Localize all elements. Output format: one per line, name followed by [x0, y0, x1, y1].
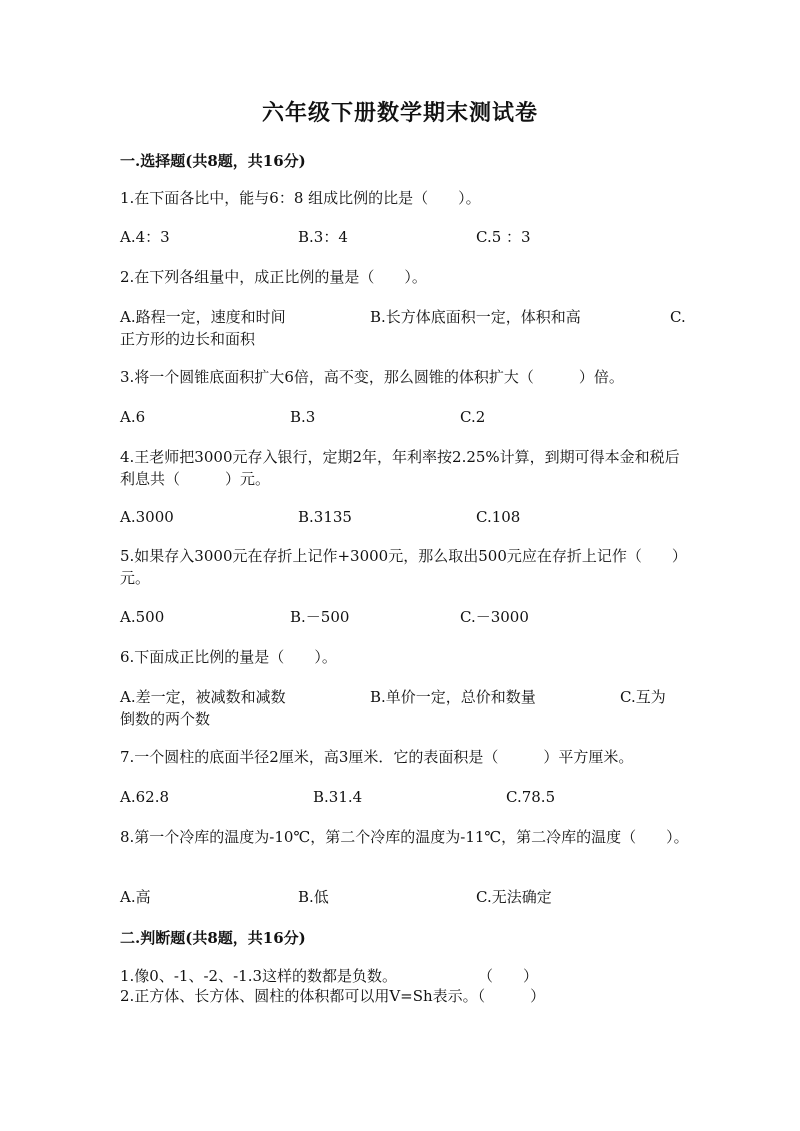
- tf-question-1: [120, 965, 690, 987]
- page-title: 六年级下册数学期末测试卷: [261, 100, 538, 126]
- question-7-options: [120, 786, 690, 808]
- question-3-options: [120, 406, 690, 428]
- option-a: A.高: [120, 888, 151, 906]
- option-c: C.无法确定: [476, 888, 552, 906]
- option-c-continued: 倒数的两个数: [120, 710, 211, 728]
- option-c-continued: 正方形的边长和面积: [120, 330, 256, 348]
- question-3: 3.将一个圆锥底面积扩大6倍，高不变，那么圆锥的体积扩大（ ）倍。: [120, 368, 624, 386]
- question-5: 5.如果存入3000元在存折上记作+3000元，那么取出500元应在存折上记作（ ）元。: [120, 547, 687, 587]
- question-6-options: [120, 686, 690, 730]
- option-b: B.3：4: [298, 228, 348, 246]
- option-a: A.路程一定，速度和时间: [120, 308, 286, 326]
- option-a: A.差一定，被减数和减数: [120, 688, 286, 706]
- question-8: 8.第一个冷库的温度为-10℃，第二个冷库的温度为-11℃，第二冷库的温度（ ）。: [120, 828, 689, 846]
- question-7: 7.一个圆柱的底面半径2厘米，高3厘米．它的表面积是（ ）平方厘米。: [120, 748, 634, 766]
- option-c: C.5 ：3: [476, 228, 531, 246]
- question-4-options: [120, 506, 690, 528]
- section-heading-true-false: 二.判断题(共8题，共16分): [120, 929, 306, 947]
- option-b: B.3135: [298, 508, 352, 526]
- question-2: 2.在下列各组量中，成正比例的量是（ ）。: [120, 268, 427, 286]
- option-a: A.6: [120, 408, 146, 426]
- option-c: C.－3000: [460, 608, 529, 626]
- option-b: B.单价一定，总价和数量: [370, 688, 536, 706]
- option-a: A.500: [120, 608, 165, 626]
- question-4: 4.王老师把3000元存入银行，定期2年，年利率按2.25%计算，到期可得本金和税后利息共（ ）元。: [120, 448, 680, 488]
- option-c: C.互为: [620, 688, 666, 706]
- tf-question-2-stem: 2.正方体、长方体、圆柱的体积都可以用V=Sh表示。（ ）: [120, 987, 546, 1005]
- option-a: A.3000: [120, 508, 174, 526]
- option-c: C.: [670, 308, 686, 326]
- option-b: B.低: [298, 888, 329, 906]
- tf-question-2: [120, 985, 690, 1007]
- question-5-options: [120, 606, 690, 628]
- question-6: 6.下面成正比例的量是（ ）。: [120, 648, 337, 666]
- option-c: C.78.5: [506, 788, 556, 806]
- question-8-options: [120, 886, 690, 908]
- option-b: B.长方体底面积一定，体积和高: [370, 308, 581, 326]
- option-b: B.3: [290, 408, 316, 426]
- option-c: C.108: [476, 508, 521, 526]
- tf-question-1-stem: 1.像0、-1、-2、-1.3这样的数都是负数。: [120, 967, 398, 985]
- option-a: A.4：3: [120, 228, 170, 246]
- question-2-options: [120, 306, 690, 350]
- option-a: A.62.8: [120, 788, 169, 806]
- question-1-options: [120, 226, 690, 248]
- question-1: 1.在下面各比中，能与6：8 组成比例的比是（ ）。: [120, 189, 481, 207]
- tf-question-1-blank: （ ）: [478, 967, 539, 985]
- section-heading-choice: 一.选择题(共8题，共16分): [120, 152, 306, 170]
- option-b: B.－500: [290, 608, 350, 626]
- option-c: C.2: [460, 408, 486, 426]
- option-b: B.31.4: [313, 788, 363, 806]
